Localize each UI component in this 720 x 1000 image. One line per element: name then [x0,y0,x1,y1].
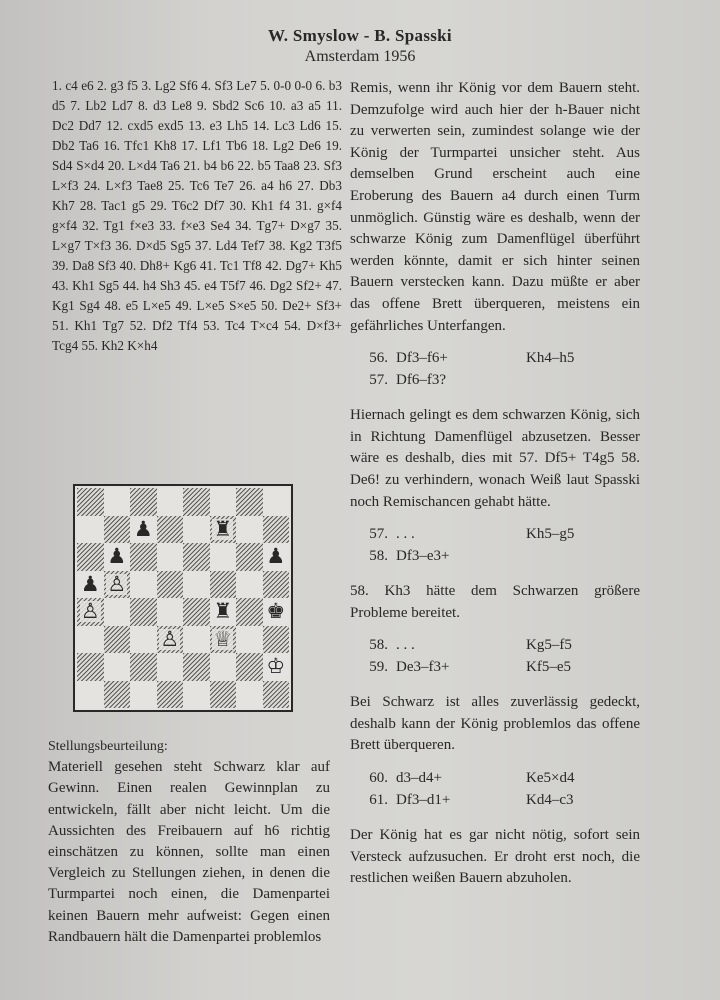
game-venue: Amsterdam 1956 [304,48,416,65]
square-a1 [77,681,104,709]
square-a7 [77,516,104,544]
assessment-label: Stellungsbeurteilung: [48,739,168,754]
square-c6 [130,543,157,571]
square-d1 [157,681,184,709]
square-c3 [130,626,157,654]
black-move: Kg5–f5 [526,637,572,654]
square-f4 [210,598,237,626]
move-row [350,789,640,811]
square-d3 [157,626,184,654]
white-move: Df3–f6+ [396,350,448,367]
move-row [350,369,640,391]
square-g5 [236,571,263,599]
square-d8 [157,488,184,516]
move-number: 56. [369,350,388,367]
black-move [526,545,636,567]
square-e1 [183,681,210,709]
square-b6 [104,543,131,571]
white-move: . . . [396,526,415,543]
square-b2 [104,653,131,681]
square-g4 [236,598,263,626]
square-f7 [210,516,237,544]
square-a6 [77,543,104,571]
square-a3 [77,626,104,654]
white-move: . . . [396,637,415,654]
square-c1 [130,681,157,709]
commentary-paragraph: Remis, wenn ihr König vor dem Bauern steht. Demzufolge wird auch hier der h-Bauer nicht zu verwerten sein, zumindest solange wie der König der Turmpartei unsicher steht. Aus demselben Grund erscheint auch eine Eroberung des Bauern a4 durch einen Turm unmöglich. Günstig wäre es deshalb, wenn der schwarze König zum Damenflügel überführt werden könnte, damit er sich hinter seinen Bauern verstecken kann. Dazu müßte er aber das offene Brett überqueren, meistens ein gefährliches Unterfangen. [350,80,640,334]
square-h1 [263,681,290,709]
move-number: 57. [369,372,388,389]
square-f2 [210,653,237,681]
square-e4 [183,598,210,626]
black-move: Kd4–c3 [526,792,574,809]
square-c4 [130,598,157,626]
square-d4 [157,598,184,626]
square-b1 [104,681,131,709]
square-a5 [77,571,104,599]
commentary-paragraph: Der König hat es gar nicht nötig, sofort sein Versteck aufzusuchen. Er droht erst noch, die restlichen weißen Bauern abzuholen. [350,827,640,887]
black-move: Ke5×d4 [526,770,575,787]
white-move: Df6–f3? [396,372,446,389]
move-row [350,523,640,545]
right-column [350,78,640,890]
chess-board [77,488,289,708]
square-e7 [183,516,210,544]
square-h4 [263,598,290,626]
move-number: 59. [369,659,388,676]
square-g7 [236,516,263,544]
commentary-paragraph: 58. Kh3 hätte dem Schwarzen größere Probleme bereitet. [350,583,640,621]
square-h6 [263,543,290,571]
move-row [350,656,640,678]
chess-piece: ♜ [213,599,233,624]
white-move: De3–f3+ [396,659,450,676]
square-b3 [104,626,131,654]
square-c2 [130,653,157,681]
move-number: 57. [369,526,388,543]
chess-piece: ♟ [107,544,127,569]
chess-piece: ♕ [213,626,233,651]
move-block [350,767,640,811]
chess-piece: ♙ [107,571,127,596]
chess-piece: ♚ [266,599,286,624]
chess-piece: ♟ [266,544,286,569]
commentary-paragraph: Bei Schwarz ist alles zuverlässig gedeckt, deshalb kann der König problemlos das offene Brett überqueren. [350,694,640,754]
square-e2 [183,653,210,681]
square-h5 [263,571,290,599]
square-b8 [104,488,131,516]
commentary-paragraph: Hiernach gelingt es dem schwarzen König, sich in Richtung Damenflügel abzusetzen. Besser wäre es deshalb, dies mit 57. Df5+ T4g5 58. De6! zu verhindern, wonach Weiß laut Spasski noch Remischancen gehabt hätte. [350,407,640,510]
square-h2 [263,653,290,681]
black-move: Kh4–h5 [526,350,575,367]
square-h8 [263,488,290,516]
chess-diagram [73,484,293,712]
chess-piece: ♙ [160,626,180,651]
square-a2 [77,653,104,681]
square-b7 [104,516,131,544]
move-row [350,767,640,789]
square-e5 [183,571,210,599]
black-move: Kh5–g5 [526,526,575,543]
square-c8 [130,488,157,516]
move-block [350,523,640,567]
move-number: 58. [369,548,388,565]
move-row [350,634,640,656]
move-number: 60. [369,770,388,787]
square-d2 [157,653,184,681]
assessment-text: Materiell gesehen steht Schwarz klar auf Gewinn. Einen realen Gewinnplan zu entwickeln, fällt aber nicht leicht. Um die Aussichten des Freibauern auf h6 richtig einschätzen zu können, sollte man einen Vergleich zu Stellungen ziehen, in denen die Turmpartei noch einen, die Damenpartei keinen Bauern mehr aufweist: Gegen einen Randbauern hält die Damenpartei problemlos [48,759,330,945]
square-f5 [210,571,237,599]
square-a8 [77,488,104,516]
square-h3 [263,626,290,654]
square-e3 [183,626,210,654]
square-f1 [210,681,237,709]
square-h7 [263,516,290,544]
moves-notation: 1. c4 e6 2. g3 f5 3. Lg2 Sf6 4. Sf3 Le7 5. 0-0 0-0 6. b3 d5 7. Lb2 Ld7 8. d3 Le8 9. Sbd2 Sc6 10. a3 a5 11. Dc2 Dd7 12. cxd5 exd5 13. e3 Lh5 14. Lc3 Ld6 15. Db2 Ta6 16. Tfc1 Kh8 17. Lf1 Tb6 18. Lg2 De6 19. Sd4 S×d4 20. L×d4 Ta6 21. b4 b6 22. b5 Taa8 23. Sf3 L×f3 24. L×f3 Tae8 25. Tc6 Te7 26. a4 h6 27. Db3 Kh7 28. Tac1 g5 29. T6c2 Df7 30. Kh1 f4 31. g×f4 g×f4 32. Tg1 f×e3 33. f×e3 Se4 34. Tg7+ D×g7 35. L×g7 T×f3 36. D×d5 Sg5 37. Ld4 Tef7 38. Kg2 T3f5 39. Da8 Sf3 40. Dh8+ Kg6 41. Tc1 Tf8 42. Dg7+ Kh5 43. Kh1 Sg5 44. h4 Sh3 45. e4 T5f7 46. Dg2 Sf2+ 47. Kg1 Sg4 48. e5 L×e5 49. L×e5 S×e5 50. De2+ Sf3+ 51. Kh1 Tg7 52. Df2 Tf4 53. Tc4 T×c4 54. D×f3+ Tcg4 55. Kh2 K×h4 [52,78,342,353]
white-move: d3–d4+ [396,770,442,787]
chess-piece: ♙ [80,599,100,624]
black-move [526,369,636,391]
chess-piece: ♜ [213,516,233,541]
square-f8 [210,488,237,516]
black-move: Kf5–e5 [526,659,571,676]
chess-piece: ♟ [80,571,100,596]
move-row [350,545,640,567]
square-g8 [236,488,263,516]
move-number: 61. [369,792,388,809]
square-b5 [104,571,131,599]
square-a4 [77,598,104,626]
square-d6 [157,543,184,571]
square-g2 [236,653,263,681]
chess-piece: ♔ [266,654,286,679]
square-b4 [104,598,131,626]
square-g1 [236,681,263,709]
square-e8 [183,488,210,516]
square-e6 [183,543,210,571]
square-c5 [130,571,157,599]
square-c7 [130,516,157,544]
move-block [350,634,640,678]
move-number: 58. [369,637,388,654]
white-move: Df3–d1+ [396,792,451,809]
move-block [350,347,640,391]
square-g6 [236,543,263,571]
game-title: W. Smyslow - B. Spasski [268,26,452,45]
position-assessment [48,736,330,948]
white-move: Df3–e3+ [396,548,450,565]
square-f3 [210,626,237,654]
square-f6 [210,543,237,571]
square-g3 [236,626,263,654]
chess-piece: ♟ [133,516,153,541]
move-row [350,347,640,369]
square-d7 [157,516,184,544]
square-d5 [157,571,184,599]
